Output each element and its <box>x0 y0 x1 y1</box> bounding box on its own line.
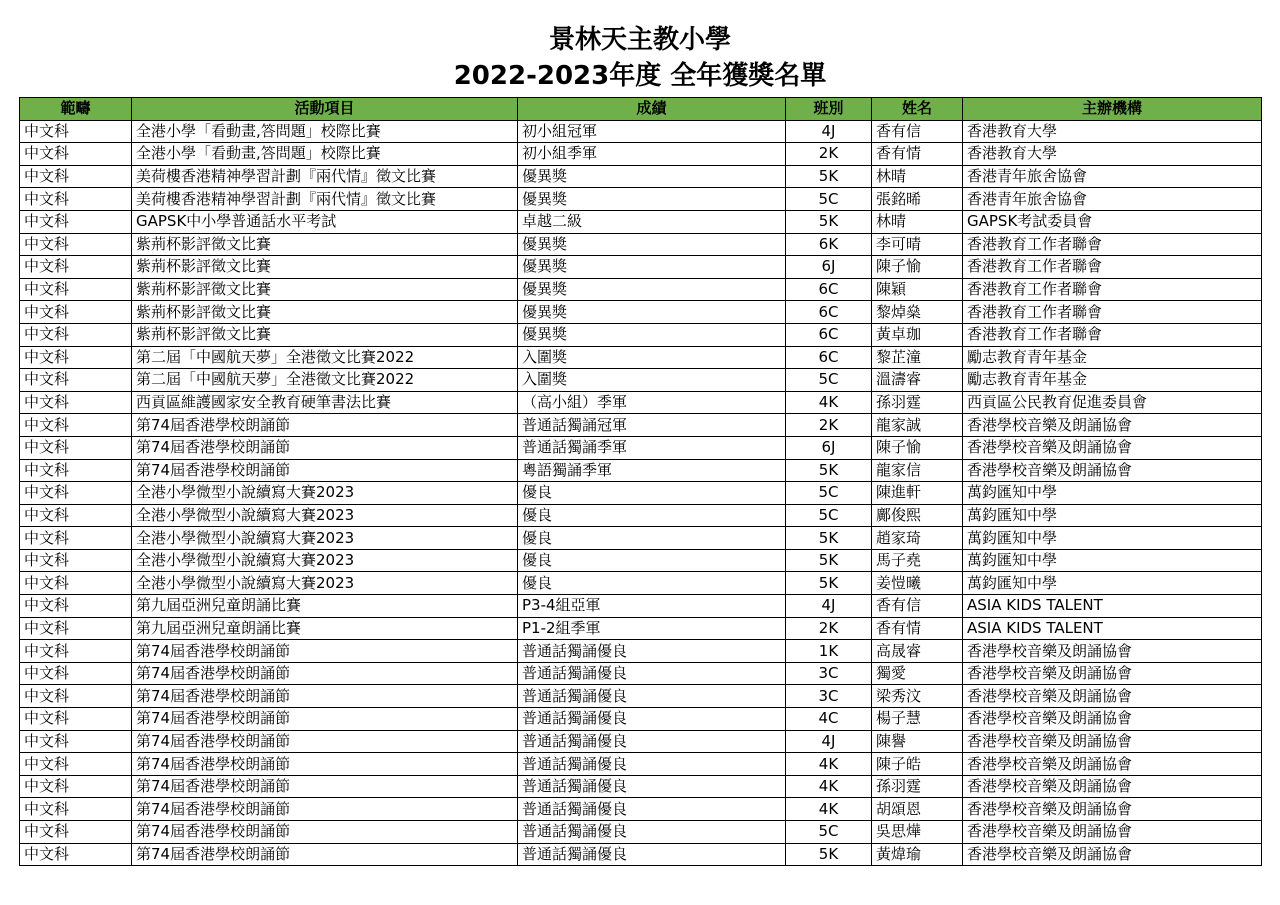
cell-category: 中文科 <box>20 527 132 550</box>
cell-name: 姜愷曦 <box>872 572 963 595</box>
cell-organizer: 香港青年旅舍協會 <box>963 165 1262 188</box>
cell-organizer: ASIA KIDS TALENT <box>963 595 1262 618</box>
table-row <box>20 595 1262 618</box>
cell-organizer: 香港教育工作者聯會 <box>963 323 1262 346</box>
cell-organizer: 香港學校音樂及朗誦協會 <box>963 459 1262 482</box>
cell-name: 李可晴 <box>872 233 963 256</box>
cell-organizer: 香港教育工作者聯會 <box>963 301 1262 324</box>
cell-activity: 第74屆香港學校朗誦節 <box>132 662 518 685</box>
cell-result: 入圍獎 <box>518 369 786 392</box>
cell-activity: 全港小學「看動畫,答問題」校際比賽 <box>132 120 518 143</box>
cell-name: 吳思燁 <box>872 821 963 844</box>
cell-organizer: 香港教育工作者聯會 <box>963 278 1262 301</box>
cell-organizer: GAPSK考試委員會 <box>963 210 1262 233</box>
cell-class: 5C <box>786 369 872 392</box>
cell-result: 優異獎 <box>518 233 786 256</box>
cell-result: 粵語獨誦季軍 <box>518 459 786 482</box>
cell-organizer: 香港學校音樂及朗誦協會 <box>963 414 1262 437</box>
cell-activity: 西貢區維護國家安全教育硬筆書法比賽 <box>132 391 518 414</box>
table-row <box>20 278 1262 301</box>
cell-class: 2K <box>786 143 872 166</box>
cell-result: 優良 <box>518 482 786 505</box>
cell-class: 6C <box>786 278 872 301</box>
table-row <box>20 233 1262 256</box>
table-row <box>20 708 1262 731</box>
cell-category: 中文科 <box>20 278 132 301</box>
cell-activity: GAPSK中小學普通話水平考試 <box>132 210 518 233</box>
cell-name: 陳子愉 <box>872 256 963 279</box>
cell-category: 中文科 <box>20 369 132 392</box>
cell-activity: 第74屆香港學校朗誦節 <box>132 685 518 708</box>
cell-activity: 美荷樓香港精神學習計劃『兩代情』徵文比賽 <box>132 165 518 188</box>
table-row <box>20 369 1262 392</box>
cell-name: 陳子皓 <box>872 753 963 776</box>
cell-class: 4C <box>786 708 872 731</box>
cell-class: 1K <box>786 640 872 663</box>
cell-organizer: 香港學校音樂及朗誦協會 <box>963 843 1262 866</box>
cell-category: 中文科 <box>20 459 132 482</box>
cell-category: 中文科 <box>20 414 132 437</box>
cell-category: 中文科 <box>20 708 132 731</box>
cell-activity: 第74屆香港學校朗誦節 <box>132 730 518 753</box>
cell-class: 2K <box>786 617 872 640</box>
cell-result: 優異獎 <box>518 323 786 346</box>
cell-name: 黎焯燊 <box>872 301 963 324</box>
table-row <box>20 527 1262 550</box>
cell-name: 梁秀汶 <box>872 685 963 708</box>
cell-name: 陳譽 <box>872 730 963 753</box>
cell-category: 中文科 <box>20 256 132 279</box>
table-row <box>20 730 1262 753</box>
cell-class: 4K <box>786 798 872 821</box>
cell-category: 中文科 <box>20 436 132 459</box>
cell-class: 5K <box>786 549 872 572</box>
cell-name: 黎芷潼 <box>872 346 963 369</box>
cell-category: 中文科 <box>20 843 132 866</box>
cell-name: 溫濤睿 <box>872 369 963 392</box>
cell-name: 高晟睿 <box>872 640 963 663</box>
cell-result: 優良 <box>518 504 786 527</box>
cell-class: 5K <box>786 165 872 188</box>
cell-organizer: 香港學校音樂及朗誦協會 <box>963 685 1262 708</box>
cell-activity: 第74屆香港學校朗誦節 <box>132 821 518 844</box>
cell-activity: 全港小學微型小說續寫大賽2023 <box>132 572 518 595</box>
cell-result: 普通話獨誦冠軍 <box>518 414 786 437</box>
cell-activity: 第二屆「中國航天夢」全港徵文比賽2022 <box>132 346 518 369</box>
cell-organizer: 香港學校音樂及朗誦協會 <box>963 730 1262 753</box>
cell-name: 胡頌恩 <box>872 798 963 821</box>
cell-name: 香有情 <box>872 143 963 166</box>
cell-activity: 全港小學「看動畫,答問題」校際比賽 <box>132 143 518 166</box>
cell-result: 普通話獨誦優良 <box>518 798 786 821</box>
cell-name: 孫羽霆 <box>872 391 963 414</box>
column-header-organizer: 主辦機構 <box>963 98 1262 121</box>
cell-activity: 第74屆香港學校朗誦節 <box>132 753 518 776</box>
cell-class: 5K <box>786 459 872 482</box>
table-row <box>20 323 1262 346</box>
cell-category: 中文科 <box>20 798 132 821</box>
table-row <box>20 640 1262 663</box>
cell-result: 普通話獨誦優良 <box>518 775 786 798</box>
cell-organizer: 香港學校音樂及朗誦協會 <box>963 640 1262 663</box>
cell-organizer: 西貢區公民教育促進委員會 <box>963 391 1262 414</box>
cell-result: 優良 <box>518 549 786 572</box>
cell-class: 5K <box>786 210 872 233</box>
cell-class: 6C <box>786 323 872 346</box>
cell-result: 普通話獨誦優良 <box>518 640 786 663</box>
cell-result: 普通話獨誦季軍 <box>518 436 786 459</box>
cell-organizer: 香港教育大學 <box>963 143 1262 166</box>
cell-activity: 第74屆香港學校朗誦節 <box>132 436 518 459</box>
table-row <box>20 120 1262 143</box>
cell-result: 普通話獨誦優良 <box>518 708 786 731</box>
cell-category: 中文科 <box>20 323 132 346</box>
table-row <box>20 504 1262 527</box>
cell-result: 初小組冠軍 <box>518 120 786 143</box>
cell-organizer: 勵志教育青年基金 <box>963 369 1262 392</box>
cell-class: 4J <box>786 595 872 618</box>
cell-activity: 紫荊杯影評徵文比賽 <box>132 323 518 346</box>
cell-category: 中文科 <box>20 775 132 798</box>
table-row <box>20 391 1262 414</box>
cell-activity: 紫荊杯影評徵文比賽 <box>132 278 518 301</box>
cell-category: 中文科 <box>20 504 132 527</box>
cell-organizer: 香港教育工作者聯會 <box>963 256 1262 279</box>
table-row <box>20 436 1262 459</box>
cell-activity: 紫荊杯影評徵文比賽 <box>132 233 518 256</box>
cell-organizer: 萬鈞匯知中學 <box>963 572 1262 595</box>
cell-class: 4J <box>786 730 872 753</box>
page-subtitle: 2022-2023年度 全年獲獎名單 <box>453 61 827 91</box>
cell-class: 5K <box>786 572 872 595</box>
cell-category: 中文科 <box>20 346 132 369</box>
table-row <box>20 798 1262 821</box>
cell-name: 龍家誠 <box>872 414 963 437</box>
cell-category: 中文科 <box>20 617 132 640</box>
table-row <box>20 821 1262 844</box>
cell-organizer: 香港學校音樂及朗誦協會 <box>963 775 1262 798</box>
cell-activity: 全港小學微型小說續寫大賽2023 <box>132 504 518 527</box>
column-header-name: 姓名 <box>872 98 963 121</box>
cell-class: 5K <box>786 843 872 866</box>
cell-category: 中文科 <box>20 572 132 595</box>
cell-category: 中文科 <box>20 301 132 324</box>
cell-result: 優異獎 <box>518 188 786 211</box>
table-row <box>20 210 1262 233</box>
cell-organizer: 勵志教育青年基金 <box>963 346 1262 369</box>
column-header-category: 範疇 <box>20 98 132 121</box>
cell-name: 龍家信 <box>872 459 963 482</box>
cell-result: P1-2組季軍 <box>518 617 786 640</box>
cell-class: 4J <box>786 120 872 143</box>
table-row <box>20 482 1262 505</box>
cell-class: 6J <box>786 256 872 279</box>
cell-class: 4K <box>786 391 872 414</box>
cell-result: P3-4組亞軍 <box>518 595 786 618</box>
cell-organizer: 香港學校音樂及朗誦協會 <box>963 662 1262 685</box>
cell-result: 普通話獨誦優良 <box>518 662 786 685</box>
cell-organizer: 香港教育工作者聯會 <box>963 233 1262 256</box>
cell-class: 4K <box>786 775 872 798</box>
cell-organizer: 萬鈞匯知中學 <box>963 504 1262 527</box>
cell-category: 中文科 <box>20 210 132 233</box>
cell-name: 陳穎 <box>872 278 963 301</box>
cell-result: 優異獎 <box>518 165 786 188</box>
cell-activity: 第九屆亞洲兒童朗誦比賽 <box>132 595 518 618</box>
column-header-result: 成績 <box>518 98 786 121</box>
table-row <box>20 662 1262 685</box>
table-row <box>20 256 1262 279</box>
cell-class: 6J <box>786 436 872 459</box>
cell-result: 優異獎 <box>518 301 786 324</box>
cell-activity: 紫荊杯影評徵文比賽 <box>132 256 518 279</box>
cell-name: 鄺俊熙 <box>872 504 963 527</box>
cell-name: 林晴 <box>872 210 963 233</box>
cell-class: 3C <box>786 685 872 708</box>
cell-name: 香有信 <box>872 595 963 618</box>
table-row <box>20 843 1262 866</box>
cell-class: 6C <box>786 301 872 324</box>
cell-activity: 紫荊杯影評徵文比賽 <box>132 301 518 324</box>
cell-activity: 第74屆香港學校朗誦節 <box>132 798 518 821</box>
cell-name: 陳子愉 <box>872 436 963 459</box>
table-row <box>20 617 1262 640</box>
cell-category: 中文科 <box>20 821 132 844</box>
cell-name: 獨愛 <box>872 662 963 685</box>
table-row <box>20 549 1262 572</box>
cell-class: 5C <box>786 504 872 527</box>
cell-activity: 第74屆香港學校朗誦節 <box>132 843 518 866</box>
cell-name: 陳進軒 <box>872 482 963 505</box>
cell-name: 香有信 <box>872 120 963 143</box>
cell-result: 優異獎 <box>518 256 786 279</box>
cell-category: 中文科 <box>20 549 132 572</box>
cell-result: 優異獎 <box>518 278 786 301</box>
cell-category: 中文科 <box>20 595 132 618</box>
table-row <box>20 346 1262 369</box>
cell-result: 普通話獨誦優良 <box>518 753 786 776</box>
cell-activity: 全港小學微型小說續寫大賽2023 <box>132 482 518 505</box>
cell-class: 4K <box>786 753 872 776</box>
cell-category: 中文科 <box>20 120 132 143</box>
cell-activity: 第74屆香港學校朗誦節 <box>132 775 518 798</box>
cell-organizer: 萬鈞匯知中學 <box>963 527 1262 550</box>
cell-result: （高小組）季軍 <box>518 391 786 414</box>
cell-category: 中文科 <box>20 143 132 166</box>
cell-category: 中文科 <box>20 391 132 414</box>
cell-activity: 全港小學微型小說續寫大賽2023 <box>132 527 518 550</box>
cell-class: 5C <box>786 188 872 211</box>
cell-name: 馬子堯 <box>872 549 963 572</box>
cell-category: 中文科 <box>20 685 132 708</box>
cell-organizer: 萬鈞匯知中學 <box>963 482 1262 505</box>
cell-category: 中文科 <box>20 233 132 256</box>
table-row <box>20 572 1262 595</box>
cell-activity: 第二屆「中國航天夢」全港徵文比賽2022 <box>132 369 518 392</box>
cell-organizer: 萬鈞匯知中學 <box>963 549 1262 572</box>
cell-category: 中文科 <box>20 482 132 505</box>
cell-class: 6C <box>786 346 872 369</box>
table-header-row <box>20 98 1262 121</box>
cell-organizer: 香港青年旅舍協會 <box>963 188 1262 211</box>
cell-name: 黃煒瑜 <box>872 843 963 866</box>
table-row <box>20 188 1262 211</box>
cell-activity: 第74屆香港學校朗誦節 <box>132 459 518 482</box>
table-row <box>20 459 1262 482</box>
table-body <box>20 120 1262 866</box>
cell-name: 張銘晞 <box>872 188 963 211</box>
cell-result: 普通話獨誦優良 <box>518 685 786 708</box>
cell-activity: 第74屆香港學校朗誦節 <box>132 640 518 663</box>
cell-class: 5C <box>786 482 872 505</box>
table-row <box>20 301 1262 324</box>
cell-result: 入圍獎 <box>518 346 786 369</box>
cell-category: 中文科 <box>20 753 132 776</box>
cell-result: 普通話獨誦優良 <box>518 843 786 866</box>
table-row <box>20 753 1262 776</box>
cell-name: 香有情 <box>872 617 963 640</box>
cell-organizer: ASIA KIDS TALENT <box>963 617 1262 640</box>
awards-table <box>19 97 1262 866</box>
cell-name: 趙家琦 <box>872 527 963 550</box>
cell-category: 中文科 <box>20 640 132 663</box>
cell-organizer: 香港教育大學 <box>963 120 1262 143</box>
table-row <box>20 165 1262 188</box>
cell-organizer: 香港學校音樂及朗誦協會 <box>963 708 1262 731</box>
cell-result: 優良 <box>518 572 786 595</box>
cell-result: 卓越二級 <box>518 210 786 233</box>
column-header-class: 班別 <box>786 98 872 121</box>
table-row <box>20 775 1262 798</box>
table-row <box>20 143 1262 166</box>
cell-name: 黃卓珈 <box>872 323 963 346</box>
cell-activity: 全港小學微型小說續寫大賽2023 <box>132 549 518 572</box>
cell-organizer: 香港學校音樂及朗誦協會 <box>963 436 1262 459</box>
cell-name: 孫羽霆 <box>872 775 963 798</box>
cell-name: 楊子慧 <box>872 708 963 731</box>
cell-category: 中文科 <box>20 188 132 211</box>
cell-category: 中文科 <box>20 165 132 188</box>
cell-class: 5C <box>786 821 872 844</box>
cell-result: 初小組季軍 <box>518 143 786 166</box>
cell-class: 6K <box>786 233 872 256</box>
table-row <box>20 685 1262 708</box>
column-header-activity: 活動項目 <box>132 98 518 121</box>
cell-activity: 第九屆亞洲兒童朗誦比賽 <box>132 617 518 640</box>
cell-class: 2K <box>786 414 872 437</box>
table-row <box>20 414 1262 437</box>
cell-activity: 美荷樓香港精神學習計劃『兩代情』徵文比賽 <box>132 188 518 211</box>
cell-result: 優良 <box>518 527 786 550</box>
cell-result: 普通話獨誦優良 <box>518 821 786 844</box>
page-title: 景林天主教小學 <box>548 25 731 55</box>
cell-organizer: 香港學校音樂及朗誦協會 <box>963 821 1262 844</box>
cell-category: 中文科 <box>20 662 132 685</box>
cell-organizer: 香港學校音樂及朗誦協會 <box>963 753 1262 776</box>
cell-activity: 第74屆香港學校朗誦節 <box>132 708 518 731</box>
cell-class: 3C <box>786 662 872 685</box>
cell-category: 中文科 <box>20 730 132 753</box>
cell-class: 5K <box>786 527 872 550</box>
cell-organizer: 香港學校音樂及朗誦協會 <box>963 798 1262 821</box>
cell-result: 普通話獨誦優良 <box>518 730 786 753</box>
cell-name: 林晴 <box>872 165 963 188</box>
cell-activity: 第74屆香港學校朗誦節 <box>132 414 518 437</box>
